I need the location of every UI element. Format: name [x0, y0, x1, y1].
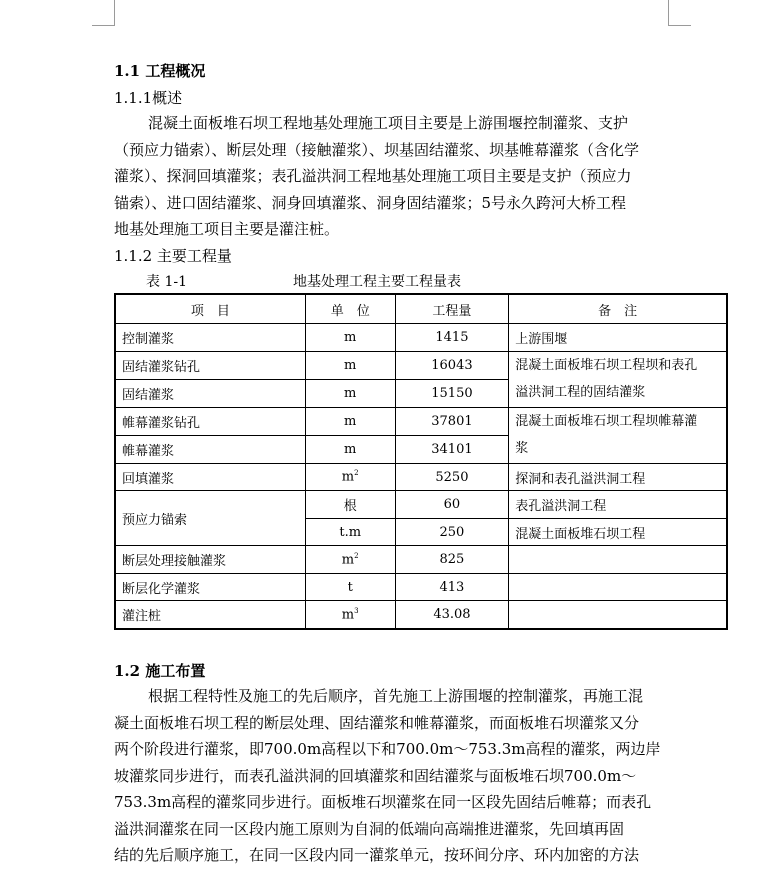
overview-paragraph: [114, 110, 666, 243]
cell-remark: 上游围堰: [509, 324, 727, 352]
remark-line: 溢洪洞工程的固结灌浆: [515, 385, 646, 401]
cell-remark: [509, 573, 727, 601]
unit-text: m: [341, 469, 355, 485]
quantities-table: [114, 293, 728, 630]
cell-unit: 根: [305, 491, 395, 519]
paragraph-line: 地基处理施工项目主要是灌注桩。: [114, 220, 340, 238]
cell-unit: m: [305, 435, 395, 463]
cell-quantity: 5250: [395, 463, 509, 491]
cell-item: 帷幕灌浆钻孔: [115, 407, 305, 435]
cell-item: 预应力锚索: [115, 491, 305, 546]
crop-mark-left-vertical: [114, 0, 115, 26]
crop-mark-right-vertical: [668, 0, 669, 26]
cell-remark: [509, 601, 727, 629]
paragraph-line: 坡灌浆同步进行，而表孔溢洪洞的回填灌浆和固结灌浆与面板堆石坝700.0m～: [114, 766, 637, 785]
cell-remark: [509, 546, 727, 574]
cell-quantity: 37801: [395, 407, 509, 435]
unit-superscript: 2: [354, 469, 359, 478]
cell-remark: [509, 351, 727, 407]
cell-item: 控制灌浆: [115, 324, 305, 352]
table-row: [115, 324, 727, 352]
cell-item: 帷幕灌浆: [115, 435, 305, 463]
cell-quantity: 250: [395, 518, 509, 546]
header-remark: 备 注: [509, 294, 727, 324]
cell-item: 断层化学灌浆: [115, 573, 305, 601]
paragraph-line: 混凝土面板堆石坝工程地基处理施工项目主要是上游围堰控制灌浆、支护: [148, 114, 629, 132]
cell-item: 断层处理接触灌浆: [115, 546, 305, 574]
header-quantity: 工程量: [395, 294, 509, 324]
cell-quantity: 16043: [395, 351, 509, 379]
cell-quantity: 34101: [395, 435, 509, 463]
remark-line: 混凝土面板堆石坝工程坝帷幕灌: [515, 413, 698, 429]
header-unit: 单 位: [305, 294, 395, 324]
table-row: [115, 491, 727, 519]
crop-mark-left-horizontal: [92, 25, 115, 26]
cell-unit: t.m: [305, 518, 395, 546]
table-row: [115, 351, 727, 379]
subheading-1-1-2: 1.1.2 主要工程量: [114, 247, 232, 265]
remark-line: 浆: [515, 441, 529, 457]
layout-paragraph: [114, 683, 666, 869]
cell-unit: m: [305, 379, 395, 407]
cell-quantity: 413: [395, 573, 509, 601]
paragraph-line: 753.3m高程的灌浆同步进行。面板堆石坝灌浆在同一区段先固结后帷幕；而表孔: [114, 793, 652, 811]
remark-line: 混凝土面板堆石坝工程坝和表孔: [515, 357, 698, 373]
cell-item: 回填灌浆: [115, 463, 305, 491]
table-row: [115, 601, 727, 629]
cell-unit: t: [305, 573, 395, 601]
table-row: [115, 463, 727, 491]
unit-superscript: 2: [354, 551, 359, 560]
table-title: 地基处理工程主要工程量表: [293, 274, 461, 290]
cell-item: 灌注桩: [115, 601, 305, 629]
paragraph-line: 根据工程特性及施工的先后顺序，首先施工上游围堰的控制灌浆，再施工混: [148, 687, 644, 705]
cell-item: 固结灌浆钻孔: [115, 351, 305, 379]
cell-remark: 探洞和表孔溢洪洞工程: [509, 463, 727, 491]
unit-text: m: [341, 607, 355, 623]
paragraph-line: 凝土面板堆石坝工程的断层处理、固结灌浆和帷幕灌浆，而面板堆石坝灌浆又分: [114, 713, 640, 732]
section-heading-1-1: 1.1 工程概况: [114, 62, 206, 80]
subheading-1-1-1: 1.1.1概述: [114, 89, 183, 107]
cell-quantity: 825: [395, 546, 509, 574]
cell-remark: 混凝土面板堆石坝工程: [509, 518, 727, 546]
paragraph-line: 两个阶段进行灌浆，即700.0m高程以下和700.0m～753.3m高程的灌浆，两边岸: [114, 740, 661, 758]
table-label: 表 1-1: [146, 274, 187, 290]
cell-unit: [305, 463, 395, 491]
paragraph-line: 灌浆）、探洞回填灌浆；表孔溢洪洞工程地基处理施工项目主要是支护（预应力: [114, 167, 632, 185]
cell-unit: [305, 546, 395, 574]
cell-quantity: 1415: [395, 324, 509, 352]
unit-superscript: 3: [354, 606, 359, 615]
cell-item: 固结灌浆: [115, 379, 305, 407]
crop-mark-right-horizontal: [668, 25, 691, 26]
table-row: [115, 573, 727, 601]
paragraph-line: 锚索）、进口固结灌浆、洞身回填灌浆、洞身固结灌浆；5号永久跨河大桥工程: [114, 193, 627, 212]
cell-remark: 表孔溢洪洞工程: [509, 491, 727, 519]
paragraph-line: 溢洪洞灌浆在同一区段内施工原则为自洞的低端向高端推进灌浆，先回填再固: [114, 819, 625, 838]
cell-quantity: 43.08: [395, 601, 509, 629]
unit-text: m: [341, 552, 355, 568]
table-header-row: [115, 294, 727, 324]
cell-unit: m: [305, 351, 395, 379]
cell-unit: m: [305, 407, 395, 435]
table-row: [115, 546, 727, 574]
cell-unit: [305, 601, 395, 629]
table-row: [115, 407, 727, 435]
paragraph-line: 结的先后顺序施工，在同一区段内同一灌浆单元，按环间分序、环内加密的方法: [114, 846, 640, 864]
paragraph-line: （预应力锚索）、断层处理（接触灌浆）、坝基固结灌浆、坝基帷幕灌浆（含化学: [114, 140, 640, 159]
cell-quantity: 60: [395, 491, 509, 519]
cell-quantity: 15150: [395, 379, 509, 407]
header-item: 项 目: [115, 294, 305, 324]
cell-remark: [509, 407, 727, 463]
section-heading-1-2: 1.2 施工布置: [114, 662, 206, 680]
cell-unit: m: [305, 324, 395, 352]
